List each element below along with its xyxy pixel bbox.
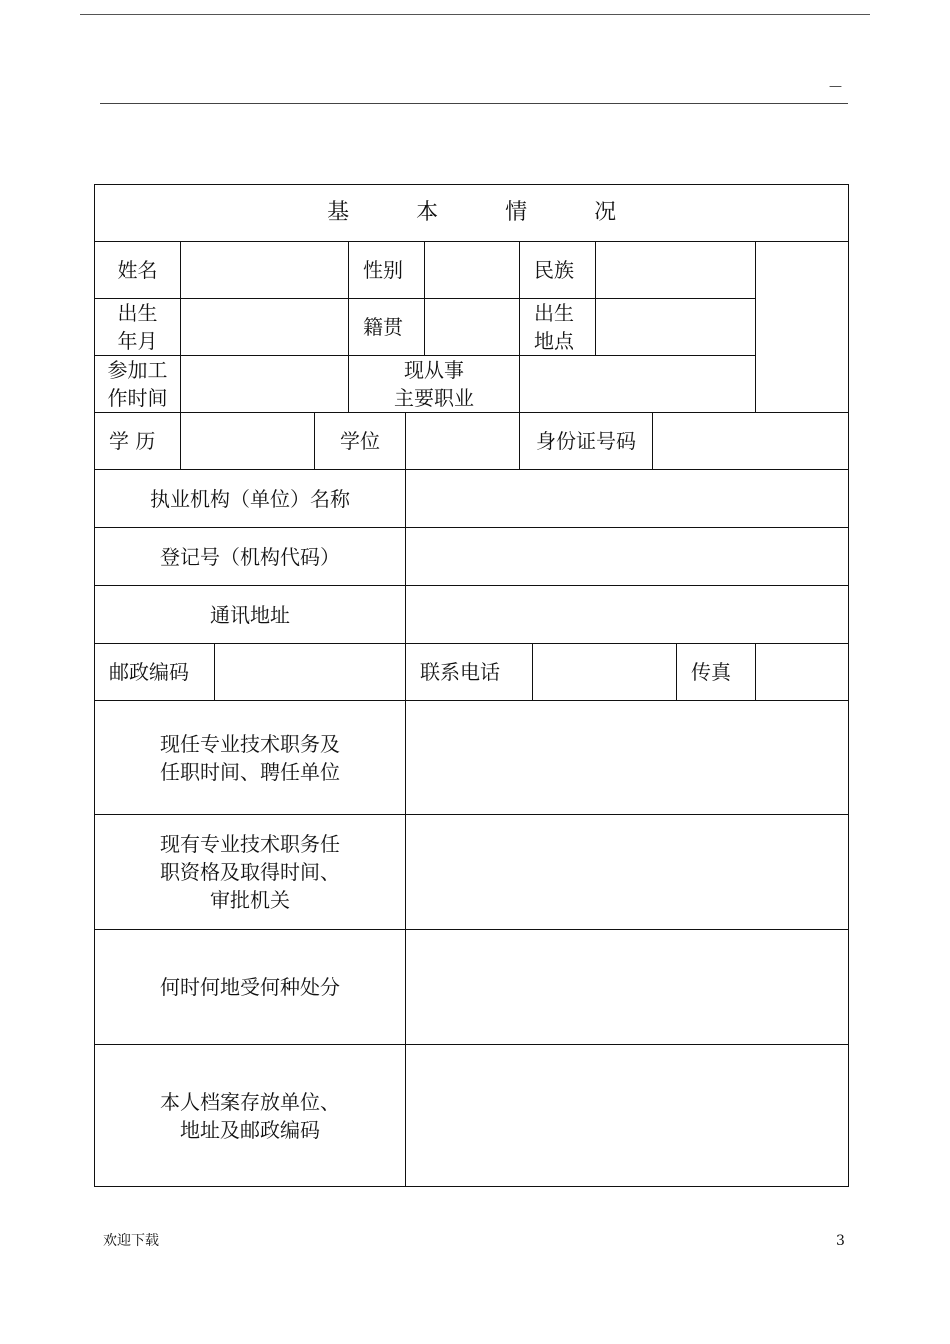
id-number-field[interactable] bbox=[653, 413, 849, 470]
header-rule bbox=[100, 103, 848, 104]
occupation-label: 现从事 主要职业 bbox=[394, 358, 474, 410]
institution-label: 执业机构（单位）名称 bbox=[95, 470, 406, 528]
address-field[interactable] bbox=[406, 586, 849, 644]
birthplace-field[interactable] bbox=[596, 299, 756, 356]
postcode-field[interactable] bbox=[215, 644, 406, 701]
id-number-label: 身份证号码 bbox=[520, 413, 653, 470]
form-title: 基 本 情 况 bbox=[95, 185, 849, 242]
name-label: 姓名 bbox=[95, 242, 181, 299]
birth-date-field[interactable] bbox=[181, 299, 349, 356]
birthplace-label: 出生 地点 bbox=[534, 301, 574, 353]
institution-field[interactable] bbox=[406, 470, 849, 528]
ethnicity-field[interactable] bbox=[596, 242, 756, 299]
registration-label: 登记号（机构代码） bbox=[95, 528, 406, 586]
ethnicity-label: 民族 bbox=[520, 242, 596, 299]
degree-label: 学位 bbox=[315, 413, 406, 470]
native-place-field[interactable] bbox=[425, 299, 520, 356]
fax-label: 传真 bbox=[677, 644, 756, 701]
phone-field[interactable] bbox=[533, 644, 677, 701]
qualification-field[interactable] bbox=[406, 815, 849, 930]
discipline-field[interactable] bbox=[406, 930, 849, 1045]
work-start-label: 参加工 作时间 bbox=[107, 358, 168, 410]
header-mark: — bbox=[829, 79, 842, 94]
discipline-label: 何时何地受何种处分 bbox=[95, 930, 406, 1045]
footer-text: 欢迎下载 bbox=[103, 1233, 159, 1249]
current-position-field[interactable] bbox=[406, 701, 849, 815]
registration-field[interactable] bbox=[406, 528, 849, 586]
address-label: 通讯地址 bbox=[95, 586, 406, 644]
occupation-field[interactable] bbox=[520, 356, 756, 413]
birth-date-label: 出生 年月 bbox=[117, 301, 158, 353]
postcode-label: 邮政编码 bbox=[95, 644, 215, 701]
gender-field[interactable] bbox=[425, 242, 520, 299]
name-field[interactable] bbox=[181, 242, 349, 299]
current-position-label: 现任专业技术职务及 任职时间、聘任单位 bbox=[160, 731, 340, 784]
photo-box[interactable] bbox=[756, 242, 849, 413]
top-rule bbox=[80, 14, 870, 15]
qualification-label: 现有专业技术职务任 职资格及取得时间、 审批机关 bbox=[160, 832, 340, 912]
fax-field[interactable] bbox=[756, 644, 849, 701]
phone-label: 联系电话 bbox=[406, 644, 533, 701]
archive-field[interactable] bbox=[406, 1045, 849, 1187]
archive-label: 本人档案存放单位、 地址及邮政编码 bbox=[160, 1089, 340, 1142]
basic-info-form bbox=[94, 184, 849, 1187]
education-field[interactable] bbox=[181, 413, 315, 470]
native-place-label: 籍贯 bbox=[349, 299, 425, 356]
page-number: 3 bbox=[836, 1233, 845, 1249]
degree-field[interactable] bbox=[406, 413, 520, 470]
gender-label: 性别 bbox=[349, 242, 425, 299]
education-label: 学 历 bbox=[95, 413, 181, 470]
work-start-field[interactable] bbox=[181, 356, 349, 413]
